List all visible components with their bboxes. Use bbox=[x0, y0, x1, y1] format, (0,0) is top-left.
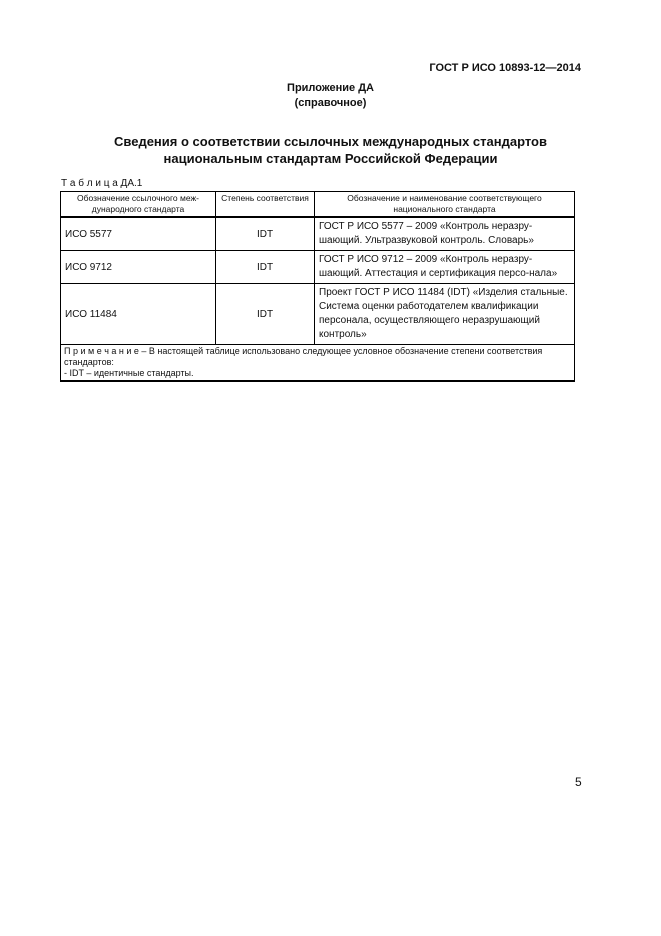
cell-international-standard: ИСО 9712 bbox=[61, 251, 216, 284]
cell-national-standard: ГОСТ Р ИСО 5577 – 2009 «Контроль неразру-шающий. Ультразвуковой контроль. Словарь» bbox=[315, 217, 575, 251]
section-title-line-2: национальным стандартам Российской Федерации bbox=[163, 151, 498, 166]
annex-heading: Приложение ДА bbox=[287, 82, 374, 94]
table-label: Т а б л и ц а ДА.1 bbox=[61, 178, 143, 189]
table-row bbox=[61, 251, 575, 284]
annex-title bbox=[0, 81, 661, 111]
cell-national-standard: Проект ГОСТ Р ИСО 11484 (IDT) «Изделия стальные. Система оценки работодателем квалификации персонала, осуществляющего неразрушающий контроль» bbox=[315, 284, 575, 345]
page-number: 5 bbox=[575, 775, 582, 789]
section-title-line-1: Сведения о соответствии ссылочных международных стандартов bbox=[114, 134, 547, 149]
annex-type: (справочное) bbox=[294, 97, 367, 109]
header-national-standard: Обозначение и наименование соответствующего национального стандарта bbox=[315, 192, 575, 218]
note-item: - IDT – идентичные стандарты. bbox=[64, 368, 194, 378]
cell-degree: IDT bbox=[216, 251, 315, 284]
note-label: П р и м е ч а н и е bbox=[64, 346, 139, 356]
cell-degree: IDT bbox=[216, 217, 315, 251]
note-body bbox=[64, 346, 571, 368]
header-degree: Степень соответствия bbox=[216, 192, 315, 218]
table-row bbox=[61, 217, 575, 251]
section-title bbox=[0, 133, 661, 167]
table-note-row bbox=[61, 345, 575, 382]
table-row bbox=[61, 284, 575, 345]
cell-degree: IDT bbox=[216, 284, 315, 345]
cell-international-standard: ИСО 5577 bbox=[61, 217, 216, 251]
table-note bbox=[61, 345, 575, 382]
header-international-standard: Обозначение ссылочного меж-дународного стандарта bbox=[61, 192, 216, 218]
cell-national-standard: ГОСТ Р ИСО 9712 – 2009 «Контроль неразру-шающий. Аттестация и сертификация персо-нала» bbox=[315, 251, 575, 284]
correspondence-table bbox=[60, 191, 575, 382]
note-text: – В настоящей таблице использовано следующее условное обозначение степени соответствия стандартов: bbox=[64, 346, 543, 367]
table-header-row bbox=[61, 192, 575, 218]
cell-international-standard: ИСО 11484 bbox=[61, 284, 216, 345]
document-code: ГОСТ Р ИСО 10893-12—2014 bbox=[429, 62, 581, 74]
